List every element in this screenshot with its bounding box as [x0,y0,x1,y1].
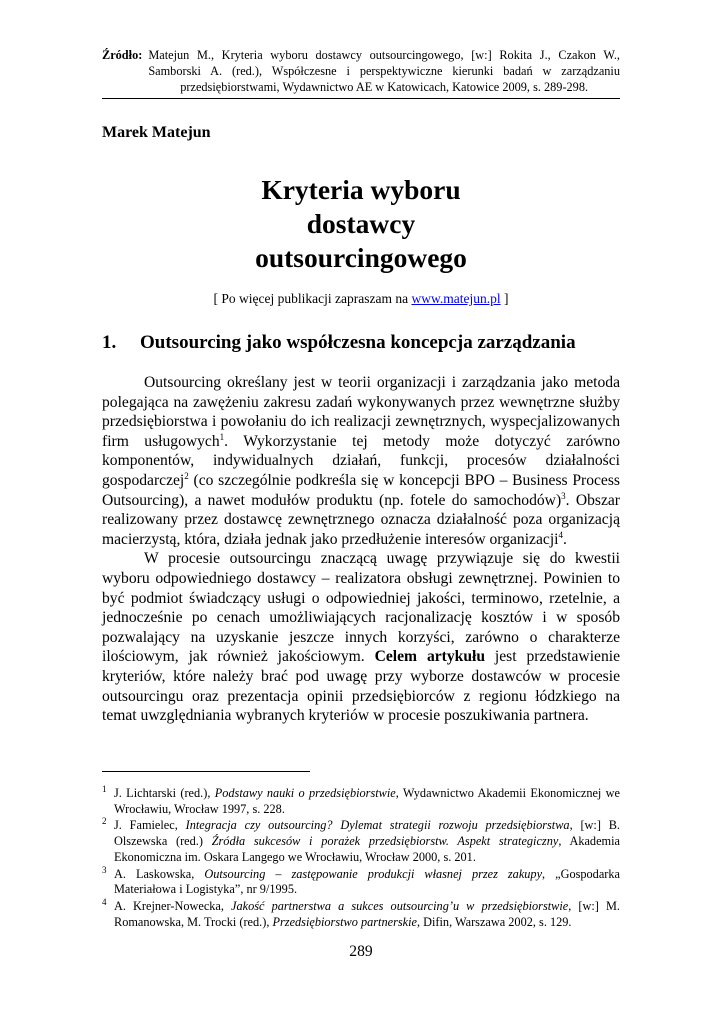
footnote-ref-4[interactable]: 4 [558,529,563,540]
body-text [102,373,620,726]
footnote-2 [102,818,620,865]
title-line-1: Kryteria wyboru [261,174,461,205]
section-title: Outsourcing jako współczesna koncepcja zarządzania [140,332,576,353]
paragraph-2 [102,549,620,725]
paragraph-1-part-5: . [562,530,567,548]
paragraph-1 [102,373,620,549]
paragraph-2-part-1: W procesie outsourcingu znaczącą uwagę przywiązuje się do kwestii wyboru odpowiedniego dostawcy – realizatora obsługi zewnętrznej. Powinien to być podmiot świadczący usługi o odpowiedniej jakości, terminowo, rzetelnie, a jednocześnie po cenach umożliwiających racjonalizację kosztów i w sposób pozwalający na uzyskanie jeszcze innych korzyści, zarówno o charakterze ilościowym, jak również jakościowym. [102,550,620,666]
footnote-3-post: , „Gospodarka Materiałowa i Logistyka”, nr 9/1995. [114,866,620,897]
footnote-4-post: , Difin, Warszawa 2002, s. 129. [416,914,572,929]
paragraph-2-bold: Celem artykułu [374,648,486,666]
footnote-mark-4: 4 [102,896,107,907]
section-number: 1. [102,332,117,353]
footnote-divider [102,771,310,772]
header-divider [102,98,620,99]
footnote-4-italic: Jakość partnerstwa a sukces outsourcing’u w przedsiębiorstwie [231,898,569,913]
source-citation [102,47,620,95]
author-name: Marek Matejun [102,124,211,141]
website-link[interactable]: www.matejun.pl [411,291,501,306]
footnote-1-post: , Wydawnictwo Akademii Ekonomicznej we Wrocławiu, Wrocław 1997, s. 228. [114,786,621,816]
more-publications-note [102,291,620,307]
page-number: 289 [349,943,373,960]
footnote-3-italic: Outsourcing – zastępowanie produkcji własnej przez zakupy [204,866,543,881]
more-prefix: [ Po więcej publikacji zapraszam na [213,291,412,306]
footnote-3 [102,864,620,898]
paragraph-1-part-2: . Wykorzystanie tej metody może dotyczyć zarówno komponentów, indywidualnych działań, funkcji, procesów działalności gospodarczej [102,432,620,489]
footnote-ref-3[interactable]: 3 [561,490,566,501]
footnote-2-italic: Integracja czy outsourcing? Dylemat strategii rozwoju przedsiębiorstwa [185,818,570,833]
footnote-2-mid: , [w:] B. Olszewska (red.) [114,818,620,849]
footnote-2-italic-2: Źródła sukcesów i porażek przedsiębiorstw. Aspekt strategiczny [211,834,559,849]
section-heading [102,332,620,354]
paragraph-2-part-2: jest przedstawienie kryteriów, które należy brać pod uwagę przy wyborze dostawców w procesie outsourcingu oraz prezentacja opinii przedsiębiorców z regionu łódzkiego na temat uwzględniania wybranych kryteriów w procesie poszukiwania partnera. [102,648,620,725]
footnote-mark-3: 3 [102,864,107,875]
paragraph-1-part-1: Outsourcing określany jest w teorii organizacji i zarządzania jako metoda polegająca na zawężeniu zakresu zadań wykonywanych przez wewnętrzne służby przedsiębiorstwa i powołaniu do ich realizacji zewnętrznych, wyspecjalizowanych firm usługowych [102,374,620,450]
footnote-ref-1[interactable]: 1 [219,431,225,442]
footnote-1-italic: Podstawy nauki o przedsiębiorstwie [214,786,396,800]
title-line-2: dostawcy [306,208,416,239]
article-title [102,173,620,275]
footnote-4-text: A. Krejner-Nowecka, [114,898,232,913]
footnote-3-text: A. Laskowska, [114,866,205,881]
title-line-3: outsourcingowego [255,242,467,273]
footnote-2-post: , Akademia Ekonomiczna im. Oskara Langego we Wrocławiu, Wrocław 2000, s. 201. [114,834,620,864]
source-label: Źródło: [102,48,143,62]
footnote-1-text: J. Lichtarski (red.), [114,786,215,800]
footnote-4-mid: , [w:] M. Romanowska, M. Trocki (red.), [114,898,621,929]
footnotes [102,786,620,931]
source-text: Matejun M., Kryteria wyboru dostawcy outsourcingowego, [w:] Rokita J., Czakon W., Samborski A. (red.), Współczesne i perspektywiczne kierunki badań w zarządzaniu przedsiębiorstwami, Wydawnictwo AE w Katowicach, Katowice 2009, s. 289-298. [148,48,620,94]
paragraph-1-part-4: . Obszar realizowany przez dostawcę zewnętrznego oznacza działalność poza organizacją macierzystą, która, działa jednak jako przedłużenie interesów organizacji [102,491,620,548]
footnote-mark-2: 2 [102,816,107,827]
paragraph-1-part-3: (co szczególnie podkreśla się w koncepcji BPO – Business Process Outsourcing), a nawet modułów produktu (np. fotele do samochodów) [102,471,620,509]
footnote-4-italic-2: Przedsiębiorstwo partnerskie [272,914,417,929]
footnote-4 [102,896,621,930]
footnote-mark-1: 1 [102,784,107,794]
footnote-ref-2[interactable]: 2 [184,470,189,481]
footnote-2-text: J. Famielec, [114,818,186,833]
footnote-1 [102,786,620,817]
more-suffix: ] [500,291,509,306]
